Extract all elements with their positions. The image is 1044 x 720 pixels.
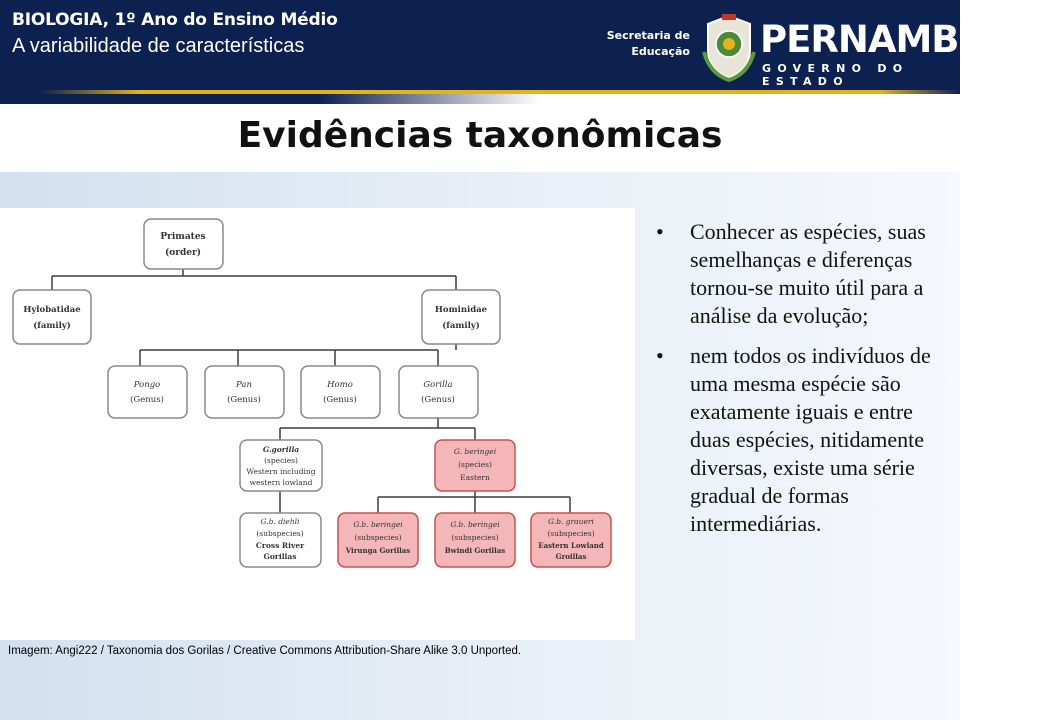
state-tagline: GOVERNO DO ESTADO — [762, 62, 909, 88]
secretaria-label — [606, 28, 690, 60]
secretaria-line2: Educação — [631, 45, 690, 58]
node-gorilla-rank: (Genus) — [421, 395, 455, 405]
node-g-beringei-note1: Eastern — [460, 473, 490, 482]
node-g-b-beringei-rank: (subspecies) — [354, 533, 402, 542]
node-g-beringei-rank: (species) — [458, 460, 492, 469]
node-homo — [301, 366, 380, 418]
node-g-b-graueri-note2: Groillas — [555, 552, 587, 561]
node-g-b-beringei-note1: Virunga Gorillas — [345, 546, 411, 555]
node-gorilla-name: Gorilla — [423, 380, 453, 390]
node-pan-name: Pan — [236, 380, 252, 390]
node-g-b-graueri — [531, 513, 611, 567]
node-primates-name: Primates — [160, 232, 206, 242]
node-g-gorilla-name: G.gorilla — [262, 445, 300, 454]
header-banner — [0, 0, 1044, 90]
node-g-b-beringei-2-name: G.b. beringei — [450, 520, 500, 529]
node-pan-rank: (Genus) — [227, 395, 261, 405]
bullet-text: nem todos os indivíduos de uma mesma espécie são exatamente iguais e entre duas espécies, nitidamente diversas, existe uma série gradual de formas intermediárias. — [690, 343, 931, 536]
bullet-item — [656, 342, 952, 538]
node-g-b-diehli-rank: (subspecies) — [256, 529, 304, 538]
node-g-gorilla-note2: western lowland — [249, 478, 313, 487]
node-gorilla — [399, 366, 478, 418]
node-g-b-diehli-name: G.b. diehli — [260, 517, 300, 526]
course-subtitle: A variabilidade de características — [12, 35, 305, 57]
node-g-b-diehli — [240, 513, 321, 567]
bullet-list — [656, 218, 952, 550]
node-pongo — [108, 366, 187, 418]
node-g-gorilla-note1: Western including — [246, 467, 316, 476]
bullet-point-icon: • — [656, 219, 664, 244]
node-primates — [144, 219, 223, 269]
node-g-gorilla-rank: (species) — [264, 456, 298, 465]
course-title: BIOLOGIA, 1º Ano do Ensino Médio — [12, 10, 338, 30]
node-g-gorilla — [240, 440, 322, 491]
bullet-item — [656, 218, 952, 330]
node-hylobatidae-name: Hylobatidae — [23, 305, 81, 315]
node-g-b-diehli-note1: Cross River — [255, 541, 305, 550]
node-g-b-beringei-2-rank: (subspecies) — [451, 533, 499, 542]
bullet-point-icon: • — [656, 343, 664, 368]
secretaria-line1: Secretaria de — [606, 29, 690, 42]
node-pongo-name: Pongo — [133, 380, 161, 390]
node-g-b-beringei-2-note1: Bwindi Gorillas — [444, 546, 506, 555]
node-g-b-graueri-note1: Eastern Lowland — [538, 541, 604, 550]
node-homo-rank: (Genus) — [323, 395, 357, 405]
node-g-b-graueri-name: G.b. graueri — [548, 517, 594, 526]
node-g-beringei — [435, 440, 515, 491]
node-homo-name: Homo — [327, 380, 353, 390]
page-title: Evidências taxonômicas — [237, 115, 723, 156]
node-g-b-beringei-name: G.b. beringei — [353, 520, 403, 529]
node-g-beringei-name: G. beringei — [453, 447, 497, 456]
node-hominidae-name: Hominidae — [434, 305, 488, 315]
node-hominidae — [422, 290, 500, 344]
node-g-b-beringei-virunga — [338, 513, 418, 567]
node-hylobatidae — [13, 290, 91, 344]
image-caption: Imagem: Angi222 / Taxonomia dos Gorilas / Creative Commons Attribution-Share Alike 3.0 Unported. — [8, 645, 522, 657]
node-g-b-diehli-note2: Gorillas — [263, 552, 297, 561]
node-g-b-graueri-rank: (subspecies) — [547, 529, 595, 538]
header-blue-stripe — [0, 94, 960, 104]
node-hylobatidae-rank: (family) — [33, 321, 71, 331]
node-hominidae-rank: (family) — [442, 321, 480, 331]
taxonomy-tree — [0, 208, 635, 640]
node-pan — [205, 366, 284, 418]
state-crest-icon — [700, 12, 758, 82]
node-g-b-beringei-bwindi — [435, 513, 515, 567]
bullet-text: Conhecer as espécies, suas semelhanças e diferenças tornou-se muito útil para a análise da evolução; — [690, 219, 926, 328]
node-pongo-rank: (Genus) — [130, 395, 164, 405]
node-primates-rank: (order) — [164, 248, 202, 258]
taxonomy-diagram — [0, 208, 635, 640]
state-name: PERNAMBUCO — [760, 18, 1044, 61]
